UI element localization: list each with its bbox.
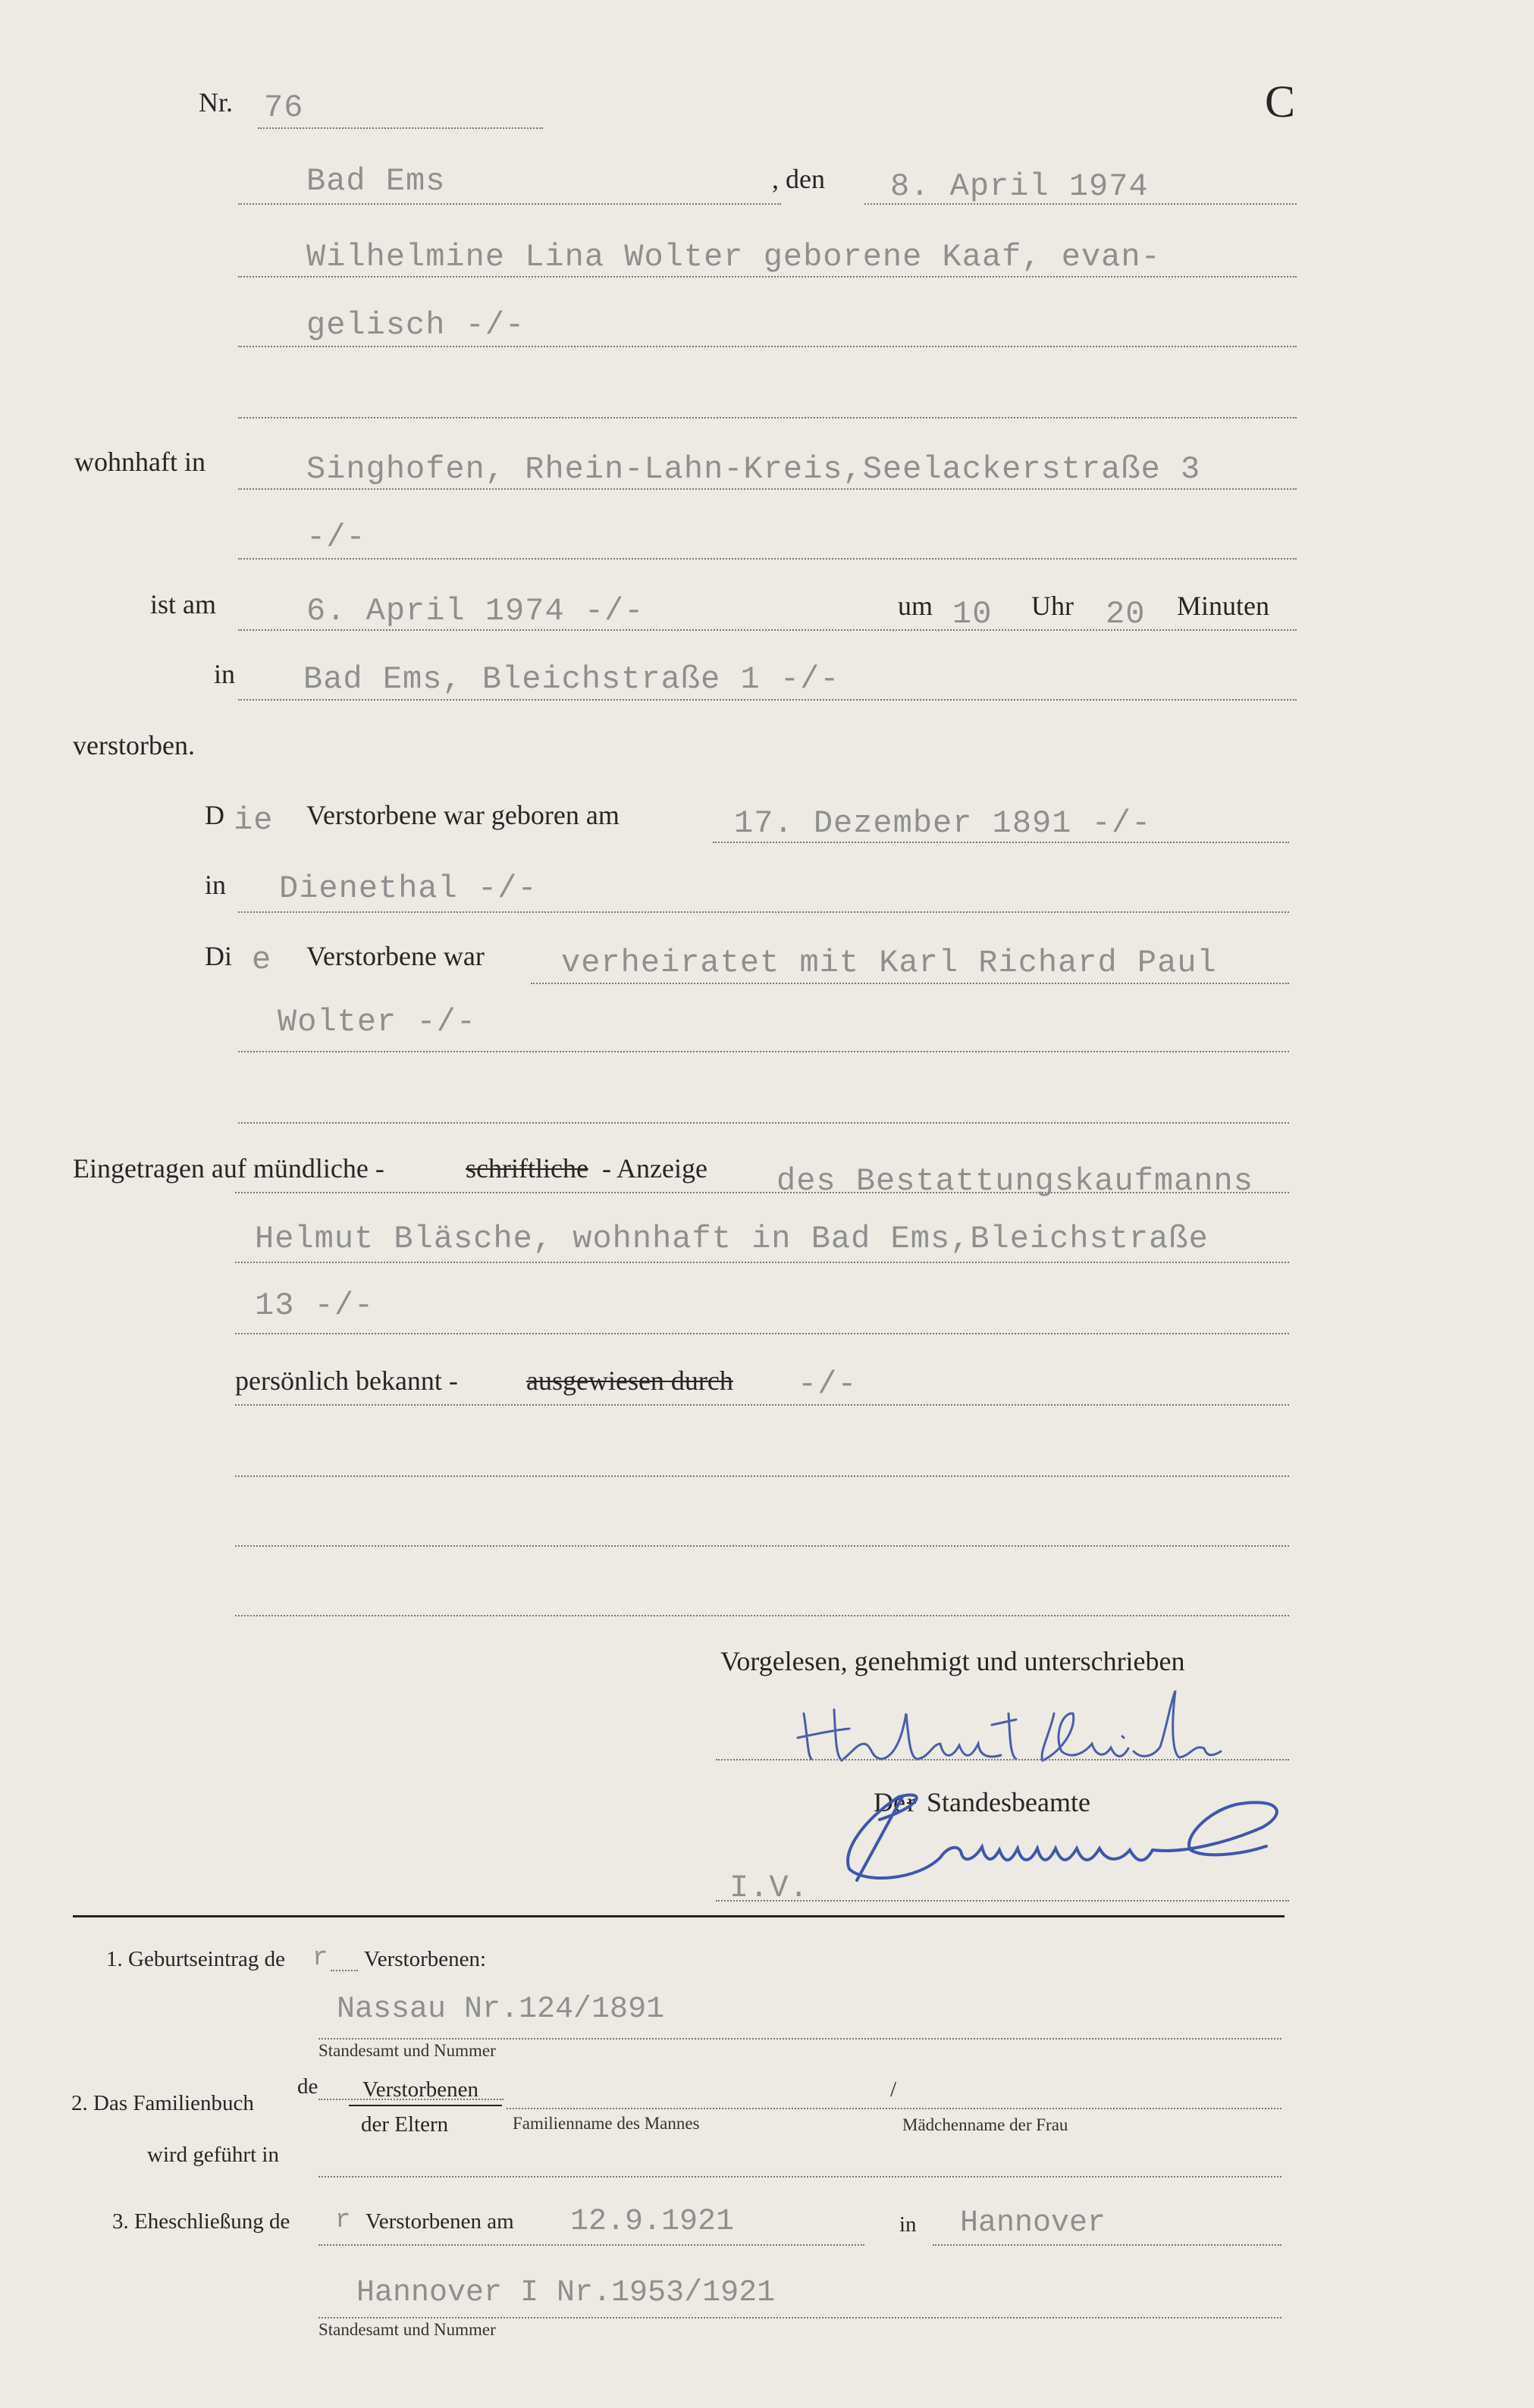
record-date: 8. April 1974 <box>890 168 1149 205</box>
fn2-verstorbenen: Verstorbenen <box>362 2077 479 2102</box>
der-prefix: De <box>874 1787 905 1817</box>
fn3-label-a: 3. Eheschließung de <box>112 2209 290 2234</box>
registration-line2: Helmut Bläsche, wohnhaft in Bad Ems,Bleichstraße <box>255 1221 1209 1257</box>
official-signature <box>827 1774 1297 1895</box>
birth-place: Dienethal -/- <box>279 870 538 907</box>
informant-signature <box>789 1683 1228 1774</box>
minuten-label: Minuten <box>1177 591 1269 621</box>
fn3-place-rule <box>933 2244 1281 2246</box>
fn2-label-a: 2. Das Familienbuch <box>71 2091 254 2115</box>
informant-signature-rule <box>716 1759 1289 1761</box>
registration-line1: des Bestattungskaufmanns <box>776 1163 1253 1199</box>
place-of-record: Bad Ems <box>306 163 446 199</box>
fn2-label-b: wird geführt in <box>147 2143 279 2167</box>
birth-in-label: in <box>205 870 227 900</box>
residence-line2: -/- <box>306 519 366 556</box>
marriage-die-prefix: Di <box>205 941 232 971</box>
fn2-verstorbenen-rule <box>318 2099 503 2100</box>
marriage-line1-rule <box>531 983 1289 984</box>
den-label: , den <box>772 164 825 194</box>
fn2-slash: / <box>890 2077 897 2102</box>
fn3-in-label: in <box>899 2212 917 2237</box>
marriage-die-suffix: e <box>252 942 272 978</box>
official-signature-rule <box>716 1900 1289 1902</box>
fn2-names-rule <box>507 2108 1281 2109</box>
fn3-place: Hannover <box>960 2206 1106 2240</box>
nr-label: Nr. <box>199 87 233 118</box>
fn1-value: Nassau Nr.124/1891 <box>337 1993 665 2027</box>
section-divider <box>73 1915 1285 1917</box>
birth-date: 17. Dezember 1891 -/- <box>734 805 1152 842</box>
birth-date-rule <box>713 842 1289 843</box>
fn2-mann-caption: Familienname des Mannes <box>513 2114 700 2133</box>
ist-am-label: ist am <box>150 589 216 619</box>
blank-rule-3 <box>235 1615 1289 1616</box>
fn1-value-rule <box>318 2038 1281 2040</box>
registration-label-b: - Anzeige <box>602 1153 707 1184</box>
residence-label: wohnhaft in <box>74 447 205 477</box>
blank-rule-2 <box>235 1545 1289 1547</box>
birth-die-suffix: ie <box>234 802 274 839</box>
fn2-location-rule <box>318 2176 1281 2178</box>
deceased-name-line2: gelisch -/- <box>306 307 525 343</box>
marriage-label: Verstorbene war <box>306 941 485 971</box>
name-line1-rule <box>238 276 1297 277</box>
death-in-label: in <box>214 659 236 689</box>
death-place-rule <box>238 699 1297 701</box>
marriage-line3-rule <box>238 1122 1289 1124</box>
bekannt-value: -/- <box>798 1366 858 1403</box>
iv-label: I.V. <box>729 1870 809 1906</box>
name-line2-rule <box>238 346 1297 347</box>
death-place: Bad Ems, Bleichstraße 1 -/- <box>303 661 840 698</box>
marriage-line2: Wolter -/- <box>278 1004 477 1040</box>
bekannt-label: persönlich bekannt - <box>235 1365 458 1396</box>
name-line3-rule <box>238 417 1297 419</box>
fn3-date-rule <box>318 2244 864 2246</box>
deceased-name-line1: Wilhelmine Lina Wolter geborene Kaaf, evan- <box>306 239 1161 275</box>
death-date: 6. April 1974 -/- <box>306 593 645 629</box>
place-line <box>238 203 781 205</box>
fn3-register-rule <box>318 2317 1281 2319</box>
der-struck: r <box>907 1787 916 1817</box>
registration-struck: schriftliche <box>466 1153 588 1184</box>
blank-rule-1 <box>235 1475 1289 1477</box>
fn1-label-b: Verstorbenen: <box>364 1947 487 1971</box>
death-hour: 10 <box>952 596 993 632</box>
fn2-eltern: der Eltern <box>361 2112 449 2137</box>
residence-line2-rule <box>238 558 1297 560</box>
fn1-label-a: 1. Geburtseintrag de <box>106 1947 285 1971</box>
nr-line <box>258 127 543 129</box>
fn1-article-rule <box>331 1970 358 1971</box>
birth-place-rule <box>238 911 1289 913</box>
fn2-frau-caption: Mädchenname der Frau <box>902 2115 1068 2134</box>
residence-line1: Singhofen, Rhein-Lahn-Kreis,Seelackerstraße 3 <box>306 451 1201 488</box>
fn3-date: 12.9.1921 <box>570 2205 735 2239</box>
death-minutes: 20 <box>1106 596 1146 632</box>
bekannt-rule <box>235 1404 1289 1406</box>
corner-letter: C <box>1265 77 1296 127</box>
fn2-choice-divider <box>349 2105 502 2106</box>
fn1-typed: r <box>312 1944 328 1973</box>
fn3-label-b: Verstorbenen am <box>365 2209 514 2234</box>
registration-line3-rule <box>235 1333 1289 1334</box>
vorgelesen-label: Vorgelesen, genehmigt und unterschrieben <box>720 1646 1185 1676</box>
birth-label: Verstorbene war geboren am <box>306 800 620 830</box>
fn3-caption: Standesamt und Nummer <box>318 2320 496 2339</box>
fn2-de: de <box>297 2074 318 2099</box>
fn3-register: Hannover I Nr.1953/1921 <box>356 2276 776 2310</box>
residence-line1-rule <box>238 488 1297 490</box>
verstorben-label: verstorben. <box>73 730 195 760</box>
registration-line1-rule <box>235 1192 1289 1193</box>
registration-line2-rule <box>235 1262 1289 1263</box>
uhr-label: Uhr <box>1031 591 1074 621</box>
birth-die-prefix: D <box>205 800 224 830</box>
record-number: 76 <box>264 89 304 126</box>
registration-label-a: Eingetragen auf mündliche - <box>73 1153 384 1184</box>
date-line <box>864 203 1297 205</box>
um-label: um <box>898 591 933 621</box>
standesbeamte-label: Standesbeamte <box>927 1787 1090 1817</box>
marriage-line2-rule <box>238 1051 1289 1052</box>
marriage-line1: verheiratet mit Karl Richard Paul <box>561 945 1217 981</box>
registration-line3: 13 -/- <box>255 1287 375 1324</box>
fn1-caption: Standesamt und Nummer <box>318 2041 496 2060</box>
fn3-typed: r <box>335 2206 351 2235</box>
bekannt-struck: ausgewiesen durch <box>526 1365 733 1396</box>
